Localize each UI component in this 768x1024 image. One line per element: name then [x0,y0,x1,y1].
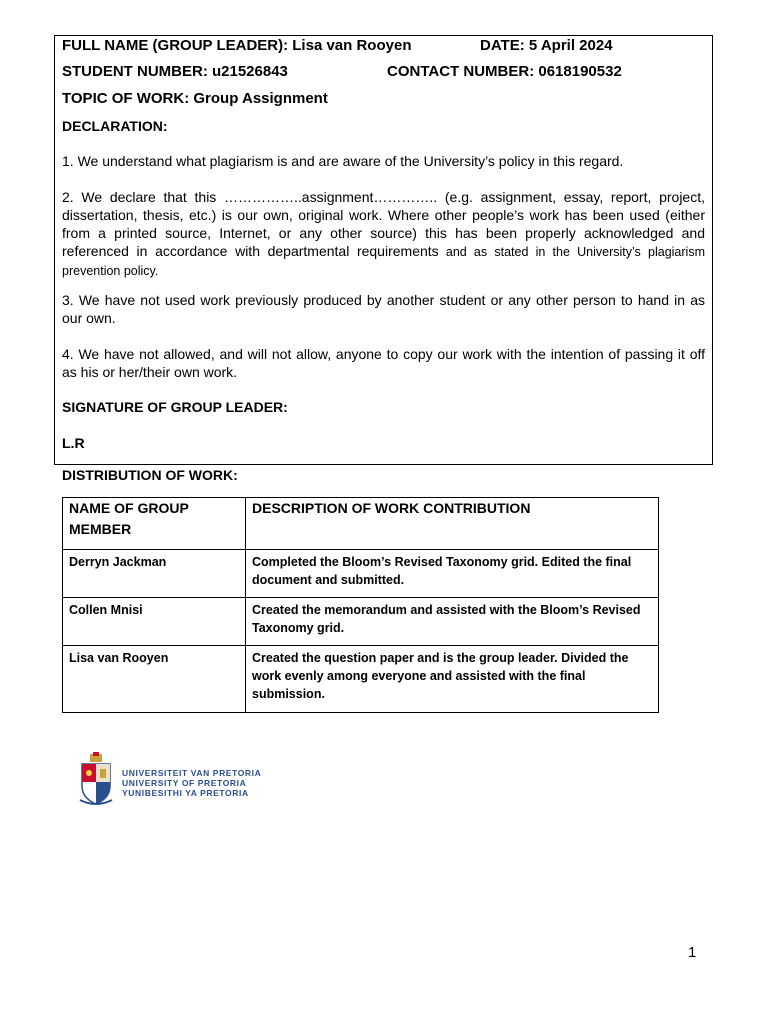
distribution-table [62,497,659,713]
member-name: Lisa van Rooyen [63,646,246,713]
declaration-paragraph-2-tail: and as stated in the University’s plagiarism prevention policy. [62,245,705,278]
contact-number-field: CONTACT NUMBER: 0618190532 [387,63,622,80]
crest-icon [78,752,114,808]
declaration-paragraph-3: 3. We have not used work previously produced by another student or any other person to hand in as our own. [62,292,705,326]
table-row [63,550,659,598]
logo-line-english: UNIVERSITY OF PRETORIA [122,778,247,788]
table-row [63,646,659,713]
topic-field: TOPIC OF WORK: Group Assignment [62,90,328,107]
logo-text [122,768,261,798]
declaration-paragraph-2-main: 2. We declare that this ……………..assignment………….. (e.g. assignment, essay, report, project, dissertation, thesis, etc.) is our own, original work. Where other people’s work has been used (either from a printed source, Internet, or any other source) this has been properly acknowledged and referenced in accordance with departmental requirements [62,189,705,259]
member-contribution: Created the memorandum and assisted with the Bloom’s Revised Taxonomy grid. [246,598,659,646]
declaration-paragraph-1: 1. We understand what plagiarism is and are aware of the University’s policy in this regard. [62,153,624,169]
declaration-paragraph-4: 4. We have not allowed, and will not allow, anyone to copy our work with the intention of passing it off as his or her/their own work. [62,346,705,380]
member-name: Derryn Jackman [63,550,246,598]
student-number-field: STUDENT NUMBER: u21526843 [62,63,288,80]
distribution-title: DISTRIBUTION OF WORK: [62,467,238,483]
university-logo [78,752,262,808]
signature-title: SIGNATURE OF GROUP LEADER: [62,399,288,415]
member-contribution: Created the question paper and is the group leader. Divided the work evenly among everyone and assisted with the final submission. [246,646,659,713]
table-header-row [63,498,659,550]
full-name-field: FULL NAME (GROUP LEADER): Lisa van Rooyen [62,37,412,54]
date-field: DATE: 5 April 2024 [480,37,613,54]
logo-line-afrikaans: UNIVERSITEIT VAN PRETORIA [122,768,262,778]
table-row [63,598,659,646]
member-contribution: Completed the Bloom’s Revised Taxonomy grid. Edited the final document and submitted. [246,550,659,598]
logo-line-sepedi: YUNIBESITHI YA PRETORIA [122,788,249,798]
signature-value: L.R [62,435,85,451]
member-name: Collen Mnisi [63,598,246,646]
declaration-title: DECLARATION: [62,118,168,134]
declaration-paragraph-2 [62,188,705,280]
column-header-description: DESCRIPTION OF WORK CONTRIBUTION [246,498,659,550]
column-header-name: NAME OF GROUP MEMBER [63,498,246,550]
page-number: 1 [688,944,697,961]
